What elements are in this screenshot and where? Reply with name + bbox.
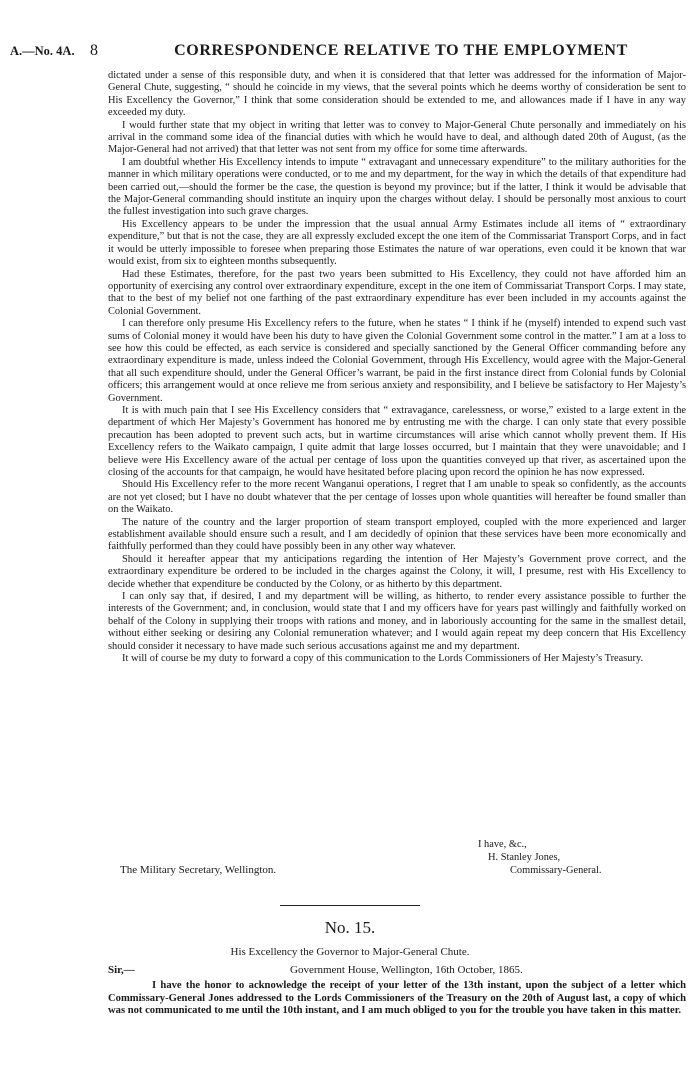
- page-number: 8: [90, 42, 98, 59]
- paragraph: It will of course be my duty to forward a copy of this communication to the Lords Commissioners of Her Majesty’s Treasury.: [122, 653, 644, 665]
- closing: I have, &c.,: [478, 839, 527, 850]
- paragraph: The nature of the country and the larger proportion of steam transport employed, coupled with the more experienced and larger establishment available should ensure such a result, and I am decidedly of opinion that these services have been more economically and faithfully performed than they could have possibly been in any other way whatever.: [108, 516, 686, 553]
- signatory-name: H. Stanley Jones,: [488, 852, 561, 863]
- paragraph: Should it hereafter appear that my anticipations regarding the intention of Her Majesty’s Government prove correct, and the extraordinary expenditure be ordered to be included in the charges against the Colony, it will, I presume, rest with His Excellency to decide whether that expenditure be conducted by the Colony, or as hitherto by this department.: [108, 553, 686, 590]
- paragraph: His Excellency appears to be under the impression that the usual annual Army Estimates include all items of “ extraordinary expenditure,” but that is not the case, they are all expressly excluded except the one item of the Commissariat Transport Corps, and in fact it would be utterly impossible to foresee when preparing those Estimates the nature of war operations, even could it be known that war would exist, from six to eighteen months subsequently.: [108, 218, 686, 268]
- paragraph: I can only say that, if desired, I and my department will be willing, as hitherto, to render every assistance possible to further the interests of the Government; and, in conclusion, would state that I and my officers have for years past willingly and faithfully worked on behalf of the Colony in supplying their troops with rations and money, and in laboriously accounting for the same in the smallest detail, without either seeking or desiring any Colonial remuneration whatever; and I would again repeat my deep concern that His Excellency should consider it necessary to have made such serious accusations against me and my department.: [108, 591, 686, 652]
- paragraph: I would further state that my object in writing that letter was to convey to Major-General Chute personally and immediately on his arrival in the command some idea of the financial duties with which he would have to deal, and although dated 20th of August, (as the Major-General had not arrived) that that letter was not sent from my office for some time afterwards.: [108, 119, 686, 156]
- letter-text: I have the honor to acknowledge the receipt of your letter of the 13th instant, upon the subject of a letter which Commissary-General Jones addressed to the Lords Commissioners of the Treasury on the 20th of August last, a copy of which was not communicated to me until the 10th instant, and I am much obliged to you for the trouble you have taken in this matter.: [108, 980, 686, 1017]
- letter-dateline: Government House, Wellington, 16th October, 1865.: [290, 964, 523, 976]
- running-title: CORRESPONDENCE RELATIVE TO THE EMPLOYMENT: [174, 42, 628, 59]
- letter-heading: His Excellency the Governor to Major-General Chute.: [230, 946, 470, 958]
- paragraph: Should His Excellency refer to the more recent Wanganui operations, I regret that I am unable to speak so confidently, as the accounts are not yet closed; but I have no doubt whatever that the per centage of losses upon whole quantities will hereafter be found smaller than on the Waikato.: [108, 479, 686, 516]
- paragraph: It is with much pain that I see His Excellency considers that “ extravagance, carelessness, or worse,” existed to a large extent in the department of which Her Majesty’s Government has honored me by entrusting me with the charge. I can only state that every possible precaution has been adopted to prevent such acts, but in wartime circumstances will arise which cannot wholly prevent them. If His Excellency refers to the Waikato campaign, I quite admit that large losses occurred, but I maintain that they were unavoidable; and I believe were His Excellency aware of the actual per centage of loss upon the quantities conveyed up that river, as ascertained upon the closing of the accounts for that campaign, he would have hesitated before placing upon record the opinion he has now expressed.: [108, 404, 686, 478]
- letter-number: No. 15.: [324, 918, 376, 937]
- document-reference: A.—No. 4A.: [10, 44, 75, 58]
- paragraph: dictated under a sense of this responsible duty, and when it is considered that that letter was addressed for the information of Major-General Chute, suggesting, “ should he coincide in my views, that the several points which he deems worthy of consideration be sent to His Excellency the Governor,” I think that some consideration should be extended to me, and allowances made if I have in any way exceeded my duty.: [108, 70, 686, 119]
- paragraph: I can therefore only presume His Excellency refers to the future, when he states “ I think if he (myself) intended to expend such vast sums of Colonial money it would have been his duty to have given the Colonial Government some control in the matter.” I am at a loss to see how this could be effected, as each service is considered and specially sanctioned by the General Officer commanding before any extraordinary expenditure is made, unless indeed the Colonial Government, through His Excellency, would agree with the Major-General that all such expenditure should, under the General Officer’s warrant, be paid in the first instance direct from Colonial funds by Colonial officers; this arrangement would at once relieve me from serious anxiety and responsibility, and I believe be satisfactory to Her Majesty’s Government.: [108, 318, 686, 404]
- section-divider: [280, 905, 420, 906]
- paragraph: Had these Estimates, therefore, for the past two years been submitted to His Excellency, they could not have afforded him an opportunity of exercising any control over extraordinary expenditure, except in the one item of Commissariat Transport Corps. I may state, that to the best of my belief not one farthing of the past extraordinary expenditure has ever been included in my accounts against the Colonial Government.: [108, 268, 686, 317]
- addressee: The Military Secretary, Wellington.: [120, 864, 277, 876]
- signatory-title: Commissary-General.: [510, 865, 602, 876]
- salutation: Sir,—: [108, 964, 135, 976]
- signature-block: [108, 838, 686, 898]
- paragraph: I am doubtful whether His Excellency intends to impute “ extravagant and unnecessary expenditure” to the military authorities for the manner in which military operations were conducted, or to me and my department, for the way in which the details of that expenditure had been carried out,—should the former be the case, the question is beyond my province; but if the latter, I think it would be advisable that the Major-General commanding should institute an inquiry upon the charges without delay. I should be personally most anxious to court the fullest investigation into such grave charges.: [108, 156, 686, 218]
- page-header: [10, 42, 690, 64]
- letter-body: [108, 70, 686, 666]
